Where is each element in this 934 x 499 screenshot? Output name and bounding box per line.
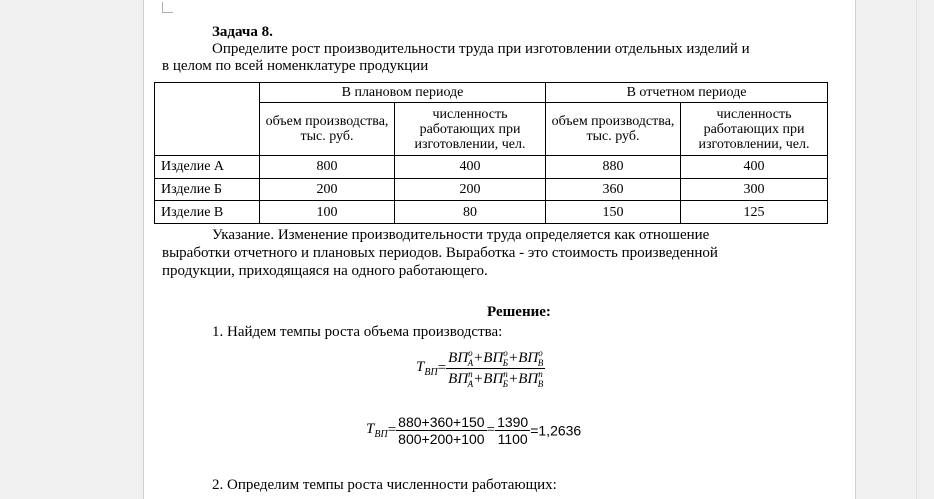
- formula-lhs: $T_{ВП}$: [416, 359, 438, 378]
- row-label: Изделие Б: [155, 178, 260, 201]
- formula-growth-general: $T_{ВП}=$ $\frac{ВП^о_A+ВП^о_Б+ВП^о_В}{ВП^п_A+ВП^п_Б+ВП^п_В}$: [416, 348, 544, 389]
- formula-growth-values: $T_{ВП}=$ $\frac{880+360+150}{800+200+100}$ = $\frac{1390}{1100}$ =1,2636: [366, 414, 582, 447]
- table-cell: 360: [546, 178, 681, 201]
- task-statement-line1: Определите рост производительности труда при изготовлении отдельных изделий и: [212, 41, 750, 57]
- subheader-report-volume: объем производства, тыс. руб.: [546, 103, 681, 156]
- formula-result: =1,2636: [530, 422, 582, 439]
- formula-fraction-sums: $\frac{880+360+150}{800+200+100}$: [398, 414, 485, 447]
- table-cell: 400: [395, 156, 546, 179]
- solution-step-2: 2. Определим темпы роста численности работающих:: [212, 477, 557, 493]
- margin-corner-mark: [162, 2, 173, 13]
- hint-line2: выработки отчетного и плановых периодов. Выработка - это стоимость произведенной: [162, 245, 718, 261]
- hint-paragraph: [162, 226, 835, 280]
- subheader-report-workers: численность работающих при изготовлении, чел.: [681, 103, 828, 156]
- table-cell: 150: [546, 201, 681, 224]
- subheader-plan-workers: численность работающих при изготовлении, чел.: [395, 103, 546, 156]
- formula-fraction-totals: $\frac{1390}{1100}$: [497, 414, 529, 447]
- table-row: [155, 178, 828, 201]
- hint-line1: Указание. Изменение производительности труда определяется как отношение: [212, 227, 710, 243]
- table-row: [155, 156, 828, 179]
- table-cell: 80: [395, 201, 546, 224]
- planned-period-header: В плановом периоде: [260, 83, 546, 103]
- table-cell: 100: [260, 201, 395, 224]
- row-label: Изделие В: [155, 201, 260, 224]
- table-row: [155, 201, 828, 224]
- vertical-scrollbar[interactable]: [916, 0, 934, 499]
- table-corner-cell: [155, 83, 260, 156]
- task-title: Задача 8.: [212, 24, 273, 40]
- report-period-header: В отчетном периоде: [546, 83, 828, 103]
- task-statement-line2: в целом по всей номенклатуре продукции: [162, 58, 429, 74]
- production-table: [154, 82, 828, 224]
- table-cell: 125: [681, 201, 828, 224]
- solution-step-1: 1. Найдем темпы роста объема производства:: [212, 324, 503, 340]
- formula-fraction: $\frac{ВП^о_A+ВП^о_Б+ВП^о_В}{ВП^п_A+ВП^п_Б+ВП^п_В}$: [448, 348, 544, 389]
- table-cell: 200: [395, 178, 546, 201]
- formula-lhs: $T_{ВП}$: [366, 421, 388, 440]
- table-cell: 400: [681, 156, 828, 179]
- row-label: Изделие А: [155, 156, 260, 179]
- hint-line3: продукции, приходящаяся на одного работающего.: [162, 263, 488, 279]
- solution-heading: Решение:: [487, 304, 551, 320]
- subheader-plan-volume: объем производства, тыс. руб.: [260, 103, 395, 156]
- table-cell: 800: [260, 156, 395, 179]
- table-cell: 880: [546, 156, 681, 179]
- table-cell: 300: [681, 178, 828, 201]
- table-cell: 200: [260, 178, 395, 201]
